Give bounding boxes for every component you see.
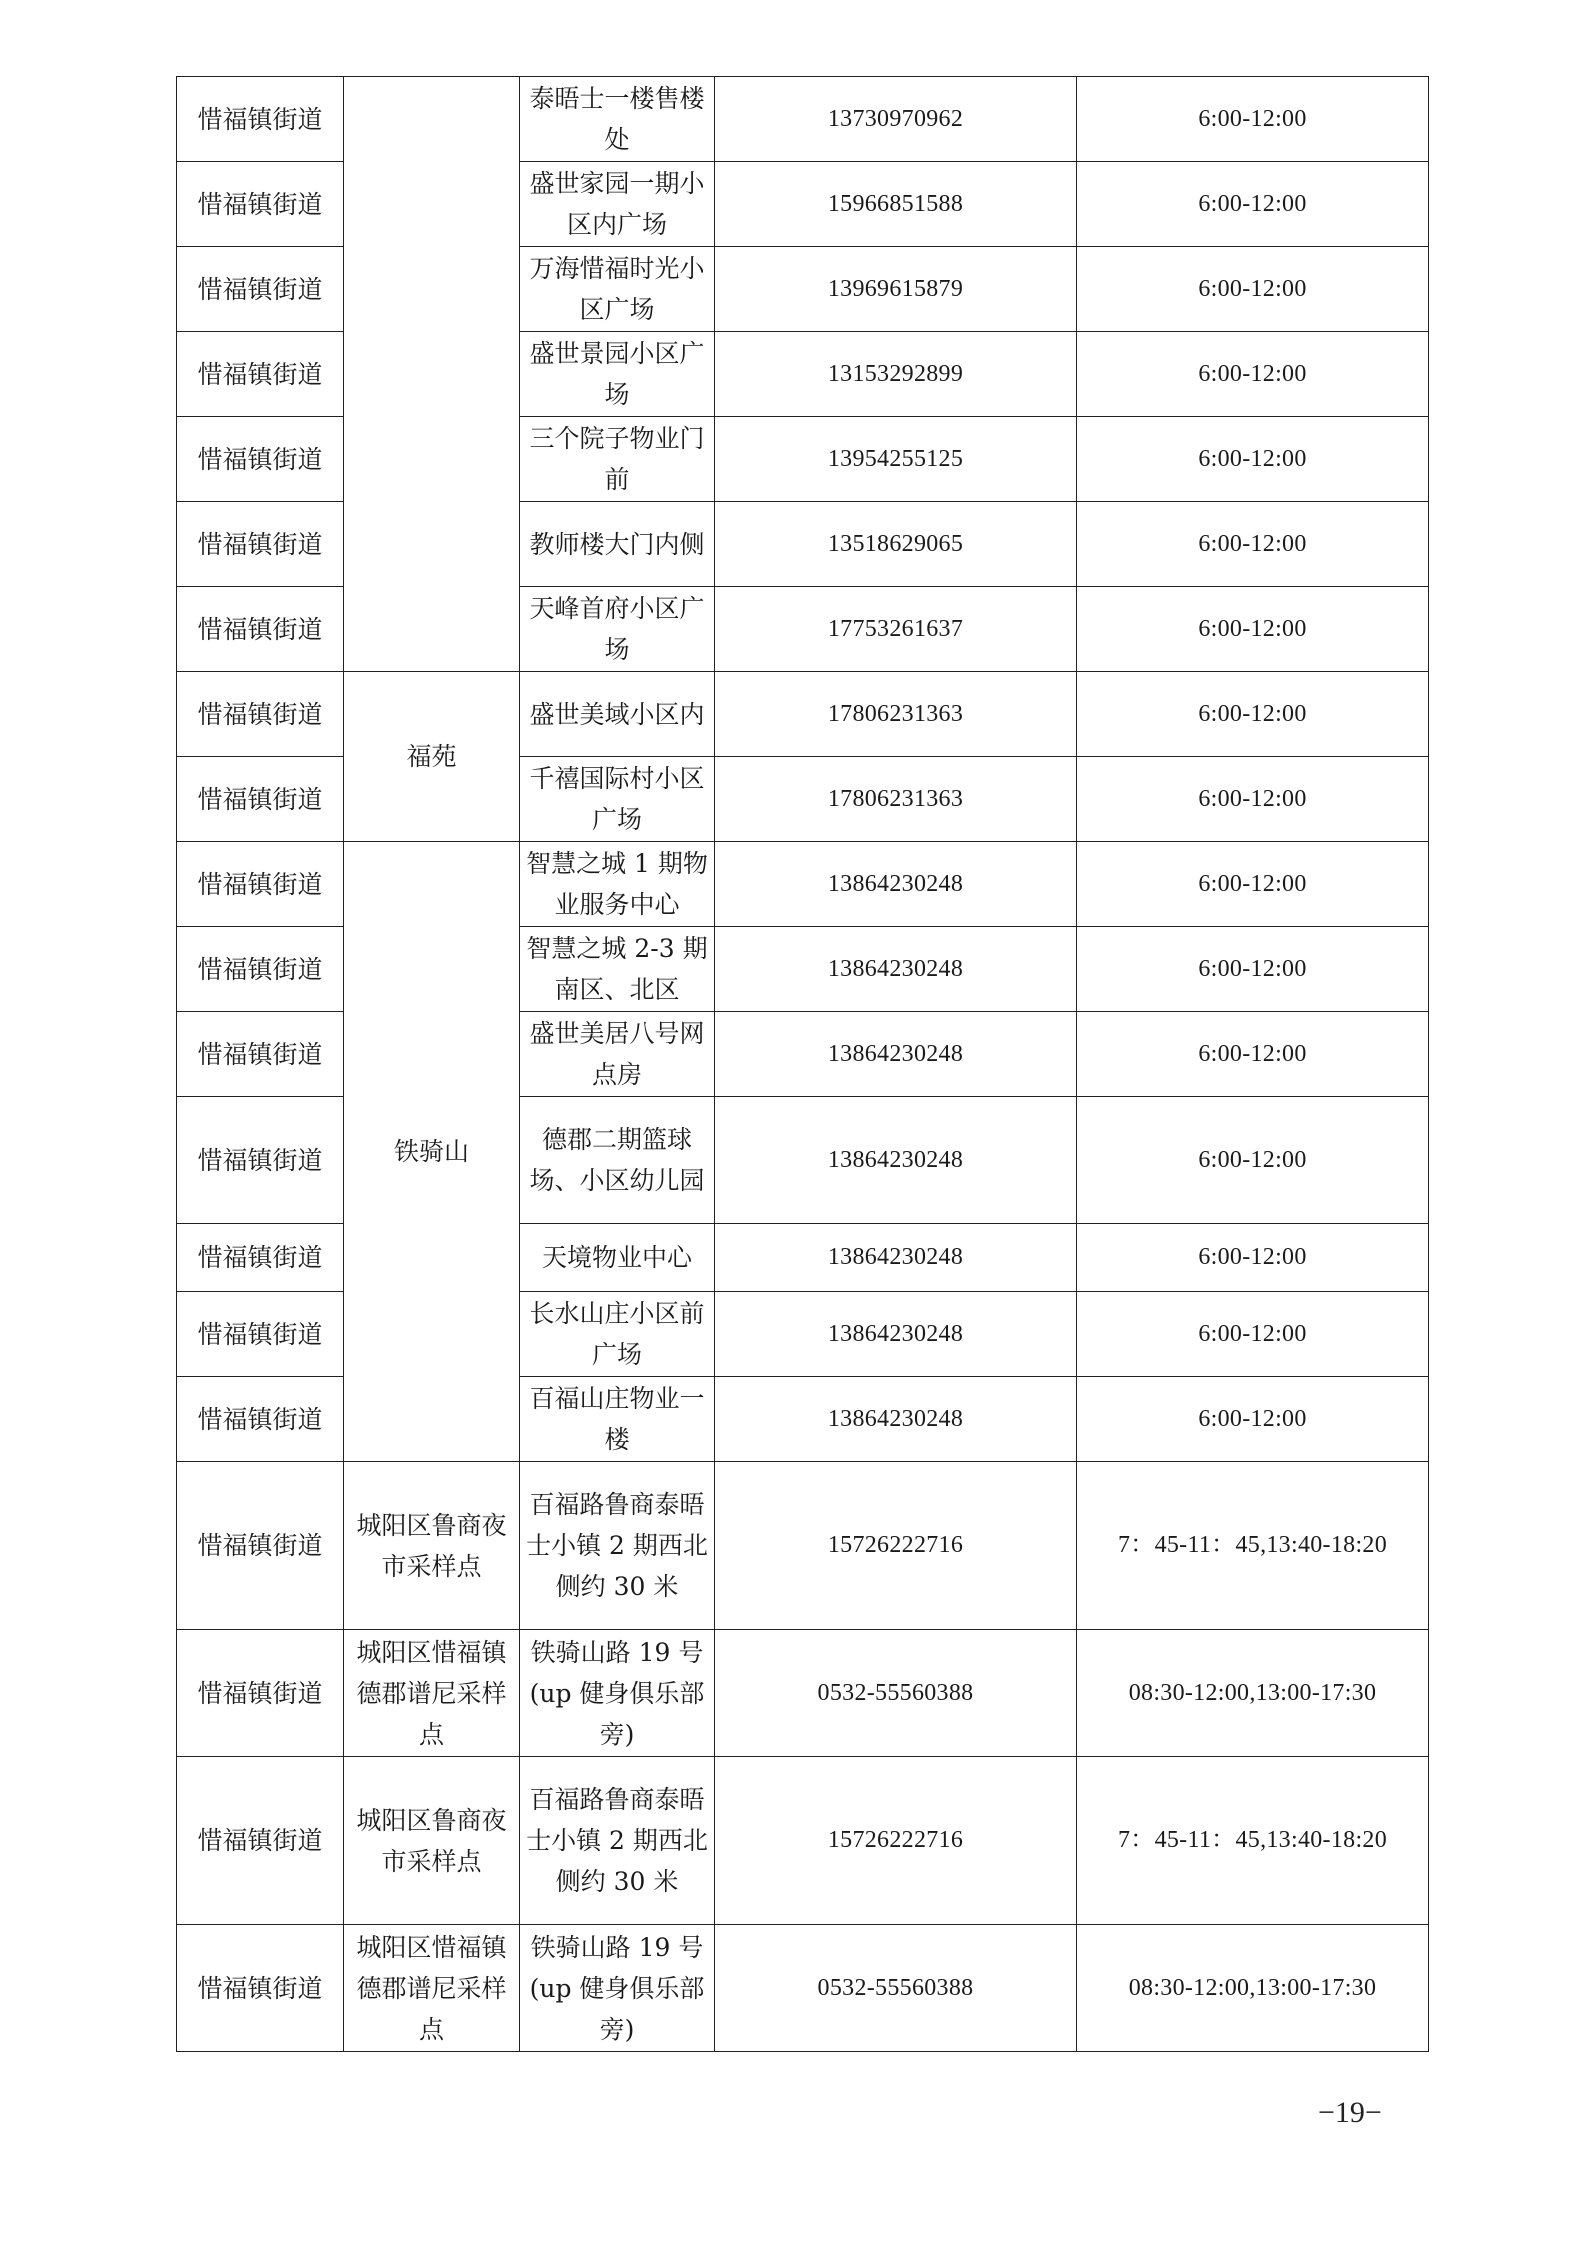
location-cell: 教师楼大门内侧 <box>520 502 715 587</box>
street-cell: 惜福镇街道 <box>177 1224 344 1292</box>
table-row <box>177 1630 1429 1757</box>
community-cell: 城阳区鲁商夜市采样点 <box>344 1462 520 1630</box>
phone-cell: 17806231363 <box>715 757 1077 842</box>
location-cell: 盛世家园一期小区内广场 <box>520 162 715 247</box>
location-cell: 铁骑山路 19 号(up 健身俱乐部旁) <box>520 1925 715 2052</box>
phone-cell: 13153292899 <box>715 332 1077 417</box>
location-cell: 德郡二期篮球场、小区幼儿园 <box>520 1097 715 1224</box>
phone-cell: 13864230248 <box>715 1097 1077 1224</box>
street-cell: 惜福镇街道 <box>177 672 344 757</box>
location-cell: 长水山庄小区前广场 <box>520 1292 715 1377</box>
hours-cell: 08:30-12:00,13:00-17:30 <box>1077 1630 1429 1757</box>
phone-cell: 13864230248 <box>715 927 1077 1012</box>
community-cell: 城阳区鲁商夜市采样点 <box>344 1757 520 1925</box>
street-cell: 惜福镇街道 <box>177 332 344 417</box>
hours-cell: 6:00-12:00 <box>1077 502 1429 587</box>
community-cell: 福苑 <box>344 672 520 842</box>
street-cell: 惜福镇街道 <box>177 927 344 1012</box>
hours-cell: 6:00-12:00 <box>1077 1224 1429 1292</box>
community-cell: 城阳区惜福镇德郡谱尼采样点 <box>344 1925 520 2052</box>
table-row <box>177 842 1429 927</box>
hours-cell: 6:00-12:00 <box>1077 757 1429 842</box>
table-row <box>177 1462 1429 1630</box>
location-cell: 天境物业中心 <box>520 1224 715 1292</box>
phone-cell: 17806231363 <box>715 672 1077 757</box>
location-cell: 万海惜福时光小区广场 <box>520 247 715 332</box>
hours-cell: 6:00-12:00 <box>1077 77 1429 162</box>
testing-sites-table <box>176 76 1429 2052</box>
location-cell: 智慧之城 1 期物业服务中心 <box>520 842 715 927</box>
table-row <box>177 1757 1429 1925</box>
street-cell: 惜福镇街道 <box>177 162 344 247</box>
phone-cell: 15966851588 <box>715 162 1077 247</box>
street-cell: 惜福镇街道 <box>177 1292 344 1377</box>
hours-cell: 6:00-12:00 <box>1077 672 1429 757</box>
street-cell: 惜福镇街道 <box>177 1097 344 1224</box>
table-row <box>177 1925 1429 2052</box>
hours-cell: 6:00-12:00 <box>1077 1097 1429 1224</box>
street-cell: 惜福镇街道 <box>177 1462 344 1630</box>
hours-cell: 6:00-12:00 <box>1077 332 1429 417</box>
street-cell: 惜福镇街道 <box>177 1630 344 1757</box>
hours-cell: 6:00-12:00 <box>1077 842 1429 927</box>
phone-cell: 13864230248 <box>715 1292 1077 1377</box>
phone-cell: 0532-55560388 <box>715 1630 1077 1757</box>
street-cell: 惜福镇街道 <box>177 1925 344 2052</box>
hours-cell: 7：45-11：45,13:40-18:20 <box>1077 1462 1429 1630</box>
location-cell: 泰晤士一楼售楼处 <box>520 77 715 162</box>
hours-cell: 6:00-12:00 <box>1077 1292 1429 1377</box>
phone-cell: 13864230248 <box>715 1377 1077 1462</box>
location-cell: 盛世美居八号网点房 <box>520 1012 715 1097</box>
location-cell: 盛世景园小区广场 <box>520 332 715 417</box>
phone-cell: 13864230248 <box>715 842 1077 927</box>
location-cell: 智慧之城 2-3 期南区、北区 <box>520 927 715 1012</box>
street-cell: 惜福镇街道 <box>177 1757 344 1925</box>
phone-cell: 13864230248 <box>715 1012 1077 1097</box>
location-cell: 天峰首府小区广场 <box>520 587 715 672</box>
street-cell: 惜福镇街道 <box>177 77 344 162</box>
location-cell: 百福路鲁商泰晤士小镇 2 期西北侧约 30 米 <box>520 1757 715 1925</box>
phone-cell: 15726222716 <box>715 1757 1077 1925</box>
hours-cell: 6:00-12:00 <box>1077 927 1429 1012</box>
street-cell: 惜福镇街道 <box>177 1012 344 1097</box>
table-row <box>177 672 1429 757</box>
hours-cell: 6:00-12:00 <box>1077 1012 1429 1097</box>
hours-cell: 6:00-12:00 <box>1077 417 1429 502</box>
hours-cell: 6:00-12:00 <box>1077 1377 1429 1462</box>
phone-cell: 0532-55560388 <box>715 1925 1077 2052</box>
hours-cell: 6:00-12:00 <box>1077 162 1429 247</box>
phone-cell: 13954255125 <box>715 417 1077 502</box>
location-cell: 百福山庄物业一楼 <box>520 1377 715 1462</box>
phone-cell: 17753261637 <box>715 587 1077 672</box>
phone-cell: 13864230248 <box>715 1224 1077 1292</box>
page-number: −19− <box>1318 2096 1382 2129</box>
hours-cell: 08:30-12:00,13:00-17:30 <box>1077 1925 1429 2052</box>
phone-cell: 13730970962 <box>715 77 1077 162</box>
street-cell: 惜福镇街道 <box>177 502 344 587</box>
community-cell <box>344 77 520 672</box>
phone-cell: 13518629065 <box>715 502 1077 587</box>
street-cell: 惜福镇街道 <box>177 757 344 842</box>
street-cell: 惜福镇街道 <box>177 842 344 927</box>
location-cell: 三个院子物业门前 <box>520 417 715 502</box>
hours-cell: 7：45-11：45,13:40-18:20 <box>1077 1757 1429 1925</box>
location-cell: 百福路鲁商泰晤士小镇 2 期西北侧约 30 米 <box>520 1462 715 1630</box>
hours-cell: 6:00-12:00 <box>1077 247 1429 332</box>
hours-cell: 6:00-12:00 <box>1077 587 1429 672</box>
street-cell: 惜福镇街道 <box>177 587 344 672</box>
street-cell: 惜福镇街道 <box>177 247 344 332</box>
location-cell: 盛世美域小区内 <box>520 672 715 757</box>
location-cell: 铁骑山路 19 号(up 健身俱乐部旁) <box>520 1630 715 1757</box>
community-cell: 铁骑山 <box>344 842 520 1462</box>
street-cell: 惜福镇街道 <box>177 1377 344 1462</box>
phone-cell: 15726222716 <box>715 1462 1077 1630</box>
community-cell: 城阳区惜福镇德郡谱尼采样点 <box>344 1630 520 1757</box>
location-cell: 千禧国际村小区广场 <box>520 757 715 842</box>
phone-cell: 13969615879 <box>715 247 1077 332</box>
street-cell: 惜福镇街道 <box>177 417 344 502</box>
table-row <box>177 77 1429 162</box>
